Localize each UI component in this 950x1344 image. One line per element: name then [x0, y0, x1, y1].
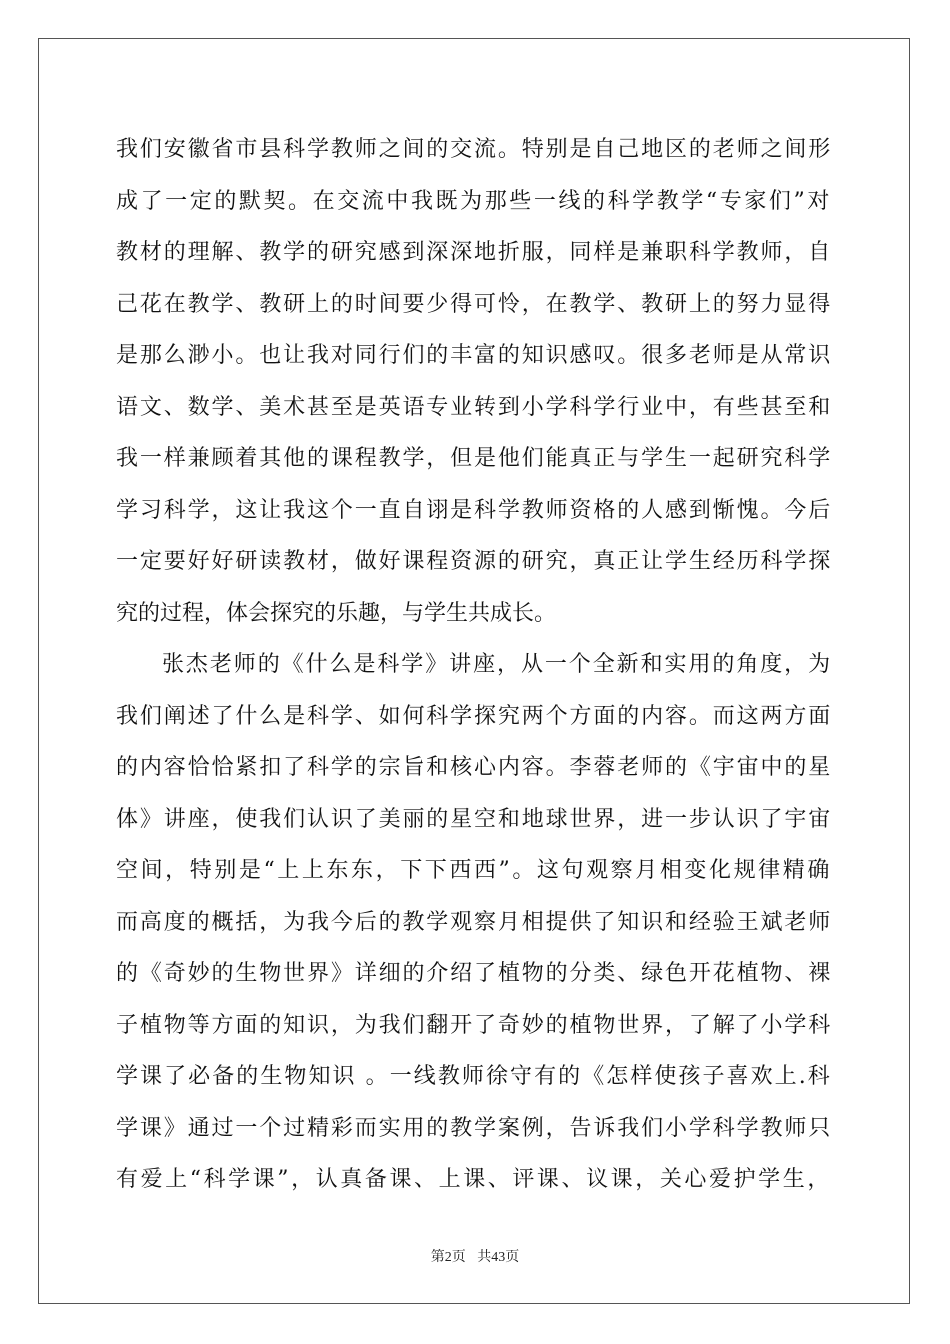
text-line: 是那么渺小。也让我对同行们的丰富的知识感叹。很多老师是从常识: [116, 343, 833, 368]
text-line: 空间，特别是“上上东东，下下西西”。这句观察月相变化规律精确: [116, 858, 832, 883]
text-line: 学课了必备的生物知识 。一线教师徐守有的《怎样使孩子喜欢上.科: [116, 1064, 832, 1089]
total-pages: 共43页: [477, 1250, 520, 1265]
text-line: 成了一定的默契。在交流中我既为那些一线的科学教学“专家们”对: [116, 188, 832, 214]
text-line: 而高度的概括，为我今后的教学观察月相提供了知识和经验王斌老师: [116, 909, 833, 935]
text-line: 学习科学，这让我这个一直自诩是科学教师资格的人感到惭愧。今后: [116, 497, 833, 523]
text-line: 究的过程，体会探究的乐趣，与学生共成长。: [116, 600, 557, 626]
text-line: 有爱上“科学课”，认真备课、上课、评课、议课，关心爱护学生，: [116, 1167, 832, 1192]
document-body: [116, 124, 836, 1206]
text-line: 的《奇妙的生物世界》详细的介绍了植物的分类、绿色开花植物、裸: [116, 961, 833, 986]
text-line: 体》讲座，使我们认识了美丽的星空和地球世界，进一步认识了宇宙: [116, 806, 833, 832]
text-line: 我们阐述了什么是科学、如何科学探究两个方面的内容。而这两方面: [116, 703, 833, 729]
text-line: 我一样兼顾着其他的课程教学，但是他们能真正与学生一起研究科学: [116, 446, 833, 471]
text-line: 教材的理解、教学的研究感到深深地折服，同样是兼职科学教师，自: [116, 240, 833, 265]
text-line: 子植物等方面的知识，为我们翻开了奇妙的植物世界，了解了小学科: [116, 1012, 833, 1038]
text-line: 的内容恰恰紧扣了科学的宗旨和核心内容。李蓉老师的《宇宙中的星: [116, 755, 833, 780]
text-line: 己花在教学、教研上的时间要少得可怜，在教学、教研上的努力显得: [116, 291, 833, 317]
text-line: 语文、数学、美术甚至是英语专业转到小学科学行业中，有些甚至和: [116, 394, 833, 420]
text-line: 学课》通过一个过精彩而实用的教学案例，告诉我们小学科学教师只: [116, 1115, 833, 1141]
page-number: 第2页: [430, 1250, 466, 1265]
text-line: 张杰老师的《什么是科学》讲座，从一个全新和实用的角度，为: [162, 652, 833, 677]
text-line: 一定要好好研读教材，做好课程资源的研究，真正让学生经历科学探: [116, 549, 833, 574]
page-footer: [0, 1246, 950, 1266]
text-line: 我们安徽省市县科学教师之间的交流。特别是自己地区的老师之间形: [116, 137, 833, 162]
